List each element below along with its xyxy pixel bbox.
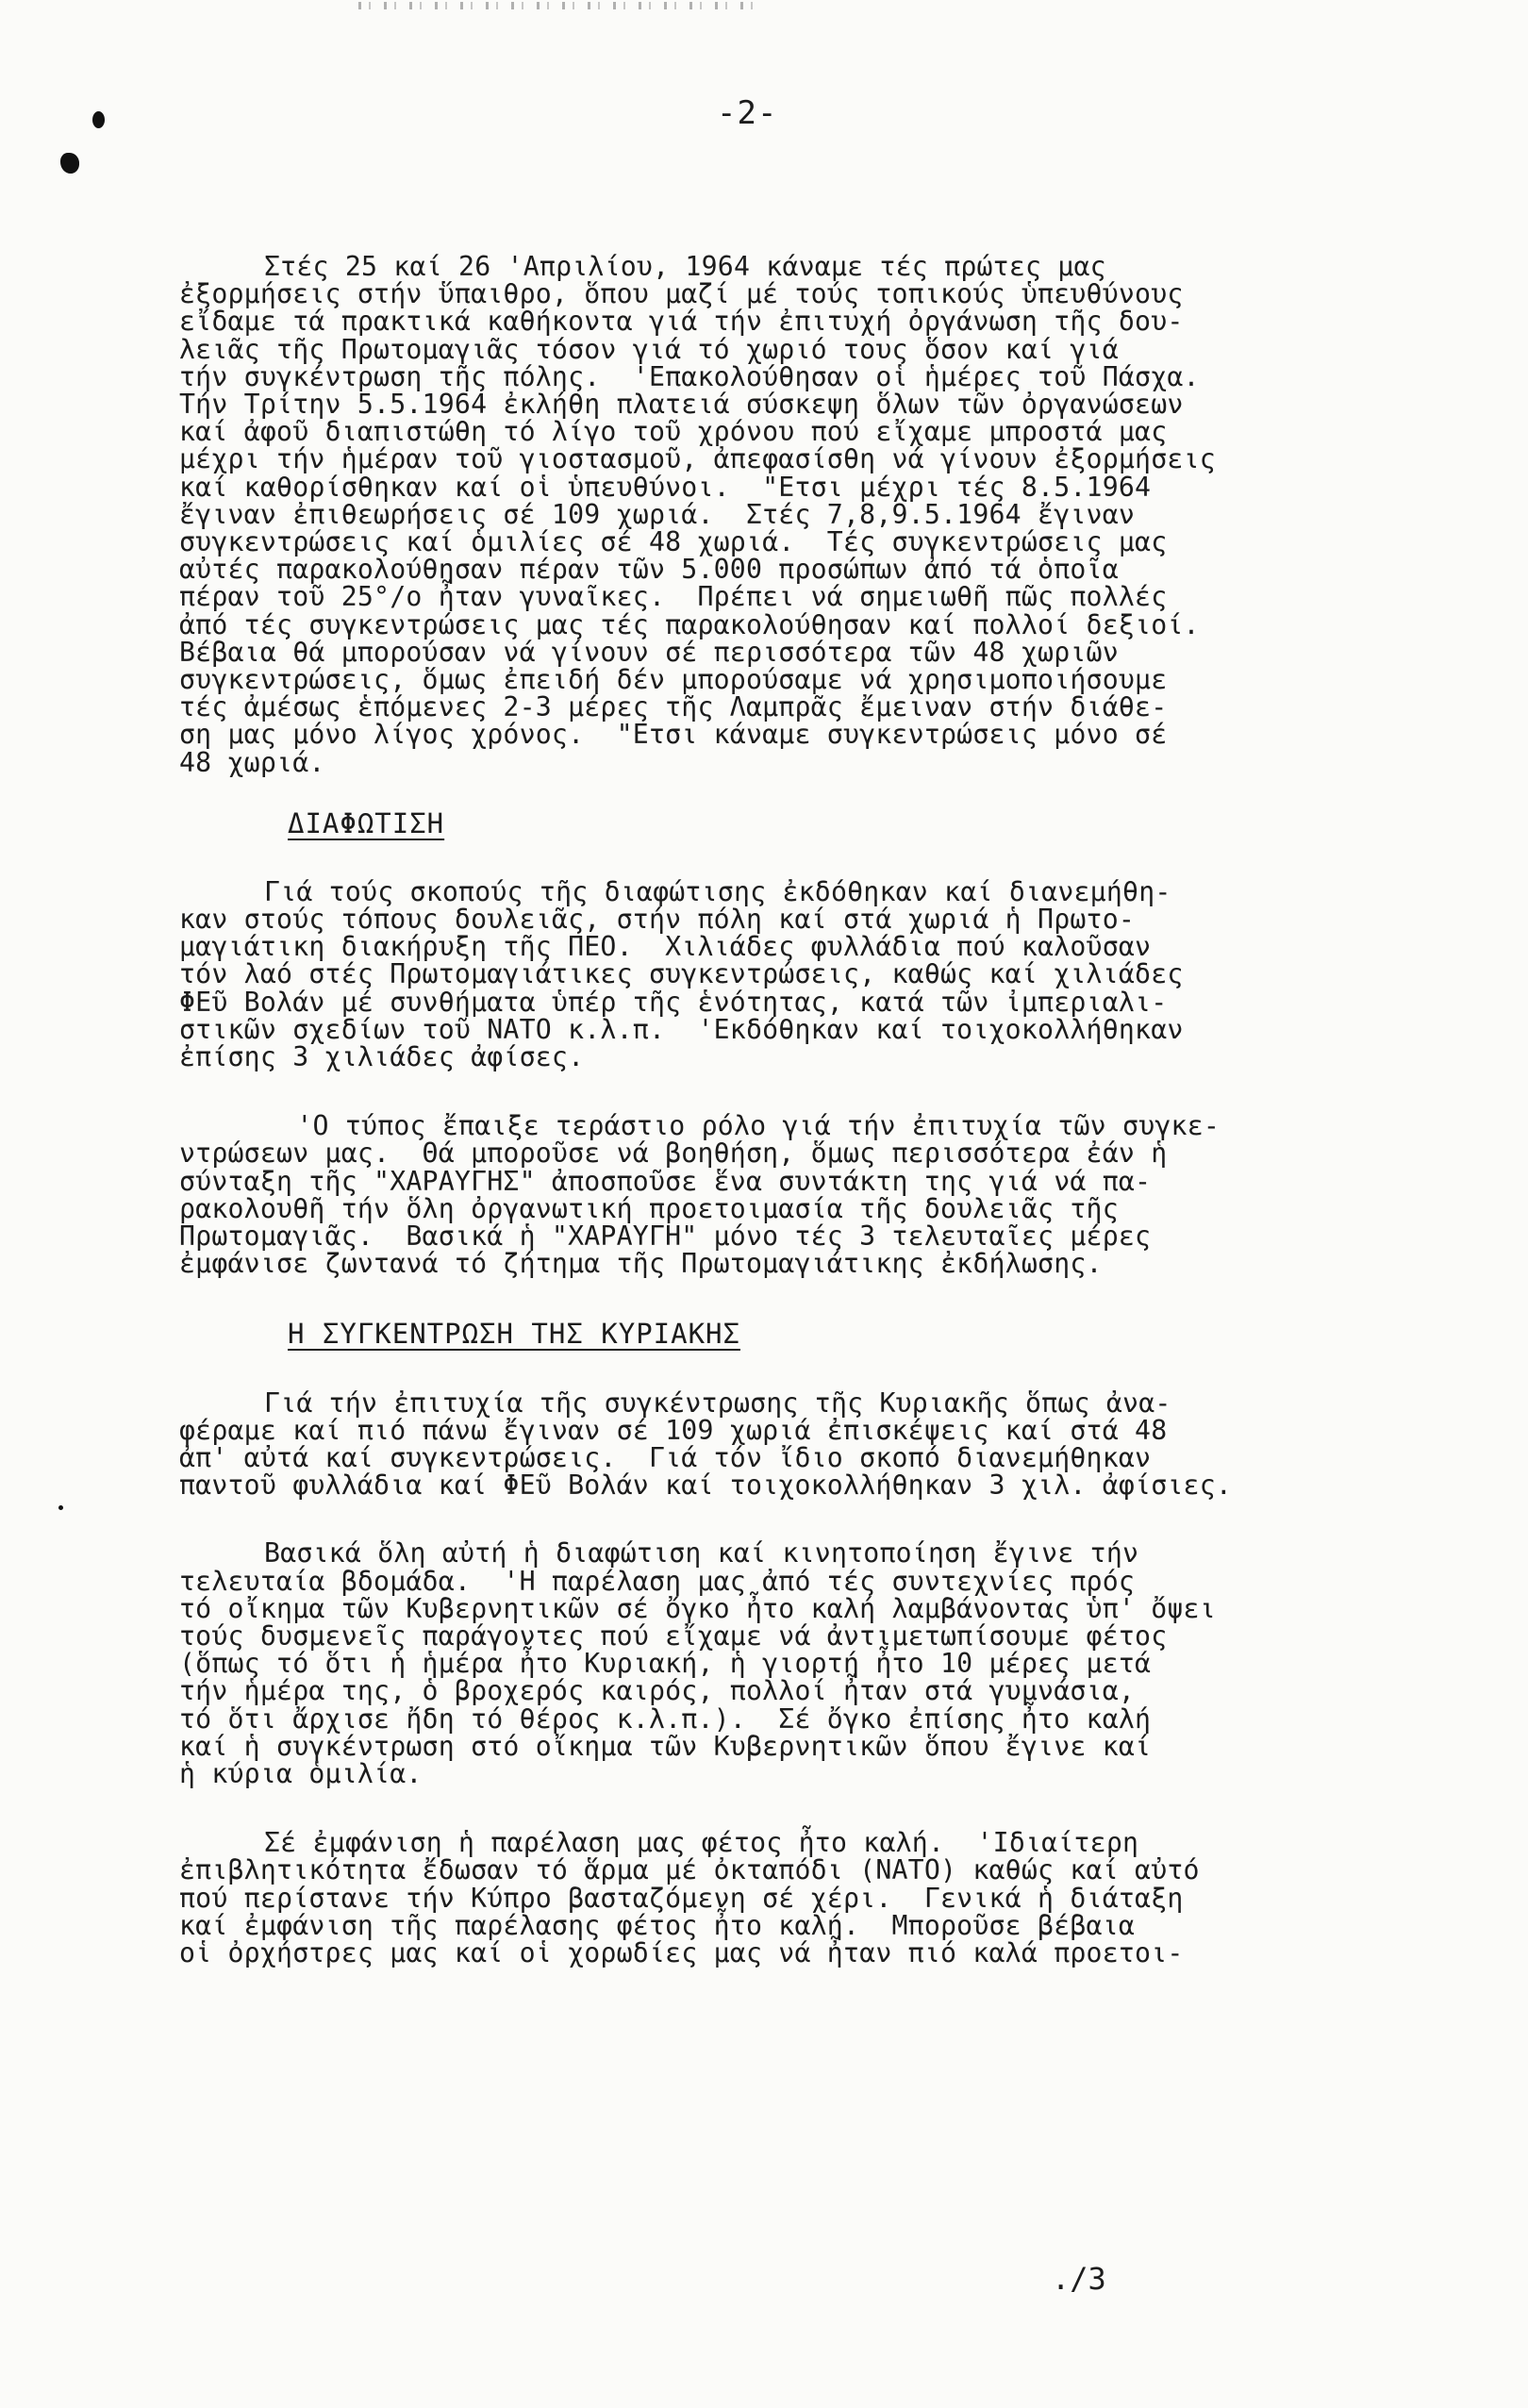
- text-line: τήν συγκέντρωση τῆς πόλης. 'Επακολούθησαν οἱ ἡμέρες τοῦ Πάσχα.: [179, 360, 1200, 392]
- section-heading-sygkentrosi: Η ΣΥΓΚΕΝΤΡΩΣΗ ΤΗΣ ΚΥΡΙΑΚΗΣ: [288, 1317, 740, 1350]
- scan-speck: [58, 1505, 63, 1510]
- page-number: -2-: [717, 94, 778, 132]
- text-line: συγκεντρώσεις, ὅμως ἐπειδή δέν μπορούσαμε νά χρησιμοποιήσουμε: [179, 664, 1168, 696]
- paragraph-intro: [179, 253, 1471, 776]
- text-line: ἔγιναν ἐπιθεωρήσεις σέ 109 χωριά. Στές 7,8,9.5.1964 ἔγιναν: [179, 498, 1136, 530]
- paragraph-diafotisi: [179, 875, 1471, 1073]
- text-line: καί καθορίσθηκαν καί οἱ ὑπευθύνοι. "Ετσι μέχρι τές 8.5.1964: [179, 471, 1152, 503]
- text-line: αὐτές παρακολούθησαν πέραν τῶν 5.000 προσώπων ἀπό τά ὁποῖα: [179, 554, 1119, 586]
- text-line: τές ἀμέσως ἑπόμενες 2-3 μέρες τῆς Λαμπρᾶς ἔμειναν στήν διάθε-: [179, 691, 1168, 723]
- text-line: (ὅπως τό ὅτι ἡ ἡμέρα ἦτο Κυριακή, ἡ γιορτή ἦτο 10 μέρες μετά: [179, 1648, 1152, 1680]
- text-line: ση μας μόνο λίγος χρόνος. "Ετσι κάναμε συγκεντρώσεις μόνο σέ: [179, 719, 1168, 751]
- text-line: παντοῦ φυλλάδια καί ΦΕῦ Βολάν καί τοιχοκολλήθηκαν 3 χιλ. ἀφίσιες.: [179, 1470, 1233, 1502]
- text-line: τό ὅτι ἄρχισε ἤδη τό θέρος κ.λ.π.). Σέ ὄγκο ἐπίσης ἦτο καλή: [179, 1702, 1152, 1735]
- text-line: τό οἴκημα τῶν Κυβερνητικῶν σέ ὄγκο ἦτο καλή λαμβάνοντας ὑπ' ὄψει: [179, 1592, 1216, 1624]
- text-line: τελευταία βδομάδα. 'Η παρέλαση μας ἀπό τές συντεχνίες πρός: [179, 1565, 1136, 1597]
- scan-speck: [60, 153, 79, 174]
- text-line: ντρώσεων μας. Θά μποροῦσε νά βοηθήση, ὅμως περισσότερα ἐάν ἡ: [179, 1138, 1168, 1170]
- text-line: ἀπ' αὐτά καί συγκεντρώσεις. Γιά τόν ἴδιο σκοπό διανεμήθηκαν: [179, 1441, 1152, 1473]
- continuation-mark: ./3: [1052, 2261, 1106, 2297]
- paragraph-typos: [179, 1110, 1471, 1280]
- text-line: πού περίστανε τήν Κύπρο βασταζόμενη σέ χέρι. Γενικά ἡ διάταξη: [179, 1882, 1184, 1914]
- text-line: φέραμε καί πιό πάνω ἔγιναν σέ 109 χωριά ἐπισκέψεις καί στά 48: [179, 1414, 1168, 1446]
- text-line: 'Ο τύπος ἔπαιξε τεράστιο ρόλο γιά τήν ἐπιτυχία τῶν συγκε-: [264, 1110, 1221, 1142]
- text-line: σύνταξη τῆς "ΧΑΡΑΥΓΗΣ" ἀποσποῦσε ἕνα συντάκτη της γιά νά πα-: [179, 1165, 1152, 1197]
- text-line: ἐξορμήσεις στήν ὕπαιθρο, ὅπου μαζί μέ τούς τοπικούς ὑπευθύνους: [179, 278, 1184, 310]
- document-body: [179, 253, 1471, 1967]
- text-line: Πρωτομαγιᾶς. Βασικά ἡ "ΧΑΡΑΥΓΗ" μόνο τές 3 τελευταῖες μέρες: [179, 1221, 1152, 1253]
- text-line: ἐμφάνισε ζωντανά τό ζήτημα τῆς Πρωτομαγιάτικης ἐκδήλωσης.: [179, 1248, 1103, 1280]
- text-line: καί ἐμφάνιση τῆς παρέλασης φέτος ἦτο καλή. Μποροῦσε βέβαια: [179, 1909, 1136, 1941]
- text-line: Στές 25 καί 26 'Απριλίου, 1964 κάναμε τές πρώτες μας: [264, 251, 1106, 282]
- scan-speck: [92, 111, 105, 128]
- text-line: Σέ ἐμφάνιση ἡ παρέλαση μας φέτος ἦτο καλή. 'Ιδιαίτερη: [264, 1827, 1139, 1859]
- text-line: καν στούς τόπους δουλειᾶς, στήν πόλη καί στά χωριά ἡ Πρωτο-: [179, 904, 1136, 936]
- text-line: Βέβαια θά μπορούσαν νά γίνουν σέ περισσότερα τῶν 48 χωριῶν: [179, 636, 1119, 668]
- text-line: μαγιάτικη διακήρυξη τῆς ΠΕΟ. Χιλιάδες φυλλάδια πού καλοῦσαν: [179, 931, 1152, 963]
- text-line: στικῶν σχεδίων τοῦ ΝΑΤΟ κ.λ.π. 'Εκδόθηκαν καί τοιχοκολλήθηκαν: [179, 1013, 1184, 1045]
- text-line: τόν λαό στές Πρωτομαγιάτικες συγκεντρώσεις, καθώς καί χιλιάδες: [179, 958, 1184, 990]
- paragraph-emfanisi: [179, 1829, 1471, 1967]
- text-line: οἱ ὀρχήστρες μας καί οἱ χορωδίες μας νά ἦταν πιό καλά προετοι-: [179, 1936, 1184, 1968]
- text-line: λειᾶς τῆς Πρωτομαγιᾶς τόσον γιά τό χωριό τους ὅσον καί γιά: [179, 333, 1119, 365]
- text-line: πέραν τοῦ 25°/ο ἦταν γυναῖκες. Πρέπει νά σημειωθῆ πῶς πολλές: [179, 581, 1168, 613]
- text-line: Βασικά ὅλη αὐτή ἡ διαφώτιση καί κινητοποίηση ἔγινε τήν: [264, 1537, 1139, 1569]
- text-line: καί ἡ συγκέντρωση στό οἴκημα τῶν Κυβερνητικῶν ὅπου ἔγινε καί: [179, 1730, 1152, 1762]
- paragraph-vasika: [179, 1539, 1471, 1787]
- text-line: καί ἀφοῦ διαπιστώθη τό λίγο τοῦ χρόνου πού εἴχαμε μπροστά μας: [179, 416, 1168, 448]
- text-line: ἡ κύρια ὁμιλία.: [179, 1757, 423, 1789]
- text-line: ρακολουθῆ τήν ὅλη ὀργανωτική προετοιμασία τῆς δουλειᾶς τῆς: [179, 1192, 1119, 1224]
- text-line: Γιά τούς σκοπούς τῆς διαφώτισης ἐκδόθηκαν καί διανεμήθη-: [264, 875, 1171, 907]
- text-line: ἀπό τές συγκεντρώσεις μας τές παρακολούθησαν καί πολλοί δεξιοί.: [179, 608, 1200, 640]
- text-line: ἐπιβλητικότητα ἔδωσαν τό ἅρμα μέ ὀκταπόδι (ΝΑΤΟ) καθώς καί αὐτό: [179, 1854, 1200, 1886]
- text-line: ΦΕῦ Βολάν μέ συνθήματα ὑπέρ τῆς ἑνότητας, κατά τῶν ἰμπεριαλι-: [179, 986, 1168, 1018]
- paragraph-sygkentrosi: [179, 1389, 1471, 1500]
- text-line: ἐπίσης 3 χιλιάδες ἀφίσες.: [179, 1041, 585, 1073]
- text-line: εἴδαμε τά πρακτικά καθήκοντα γιά τήν ἐπιτυχή ὀργάνωση τῆς δου-: [179, 306, 1184, 338]
- text-line: μέχρι τήν ἡμέραν τοῦ γιοστασμοῦ, ἀπεφασίσθη νά γίνουν ἐξορμήσεις: [179, 443, 1216, 475]
- text-line: 48 χωριά.: [179, 746, 325, 778]
- text-line: τήν ἡμέρα της, ὁ βροχερός καιρός, πολλοί ἦταν στά γυμνάσια,: [179, 1675, 1136, 1707]
- section-heading-diafotisi: ΔΙΑΦΩΤΙΣΗ: [288, 806, 445, 839]
- text-line: τούς δυσμενεῖς παράγοντες πού εἴχαμε νά ἀντιμετωπίσουμε φέτος: [179, 1619, 1168, 1652]
- text-line: Γιά τήν ἐπιτυχία τῆς συγκέντρωσης τῆς Κυριακῆς ὅπως ἀνα-: [264, 1387, 1171, 1419]
- text-line: συγκεντρώσεις καί ὁμιλίες σέ 48 χωριά. Τές συγκεντρώσεις μας: [179, 526, 1168, 558]
- text-line: Τήν Τρίτην 5.5.1964 ἐκλήθη πλατειά σύσκεψη ὅλων τῶν ὀργανώσεων: [179, 389, 1184, 421]
- scan-noise: [358, 2, 764, 9]
